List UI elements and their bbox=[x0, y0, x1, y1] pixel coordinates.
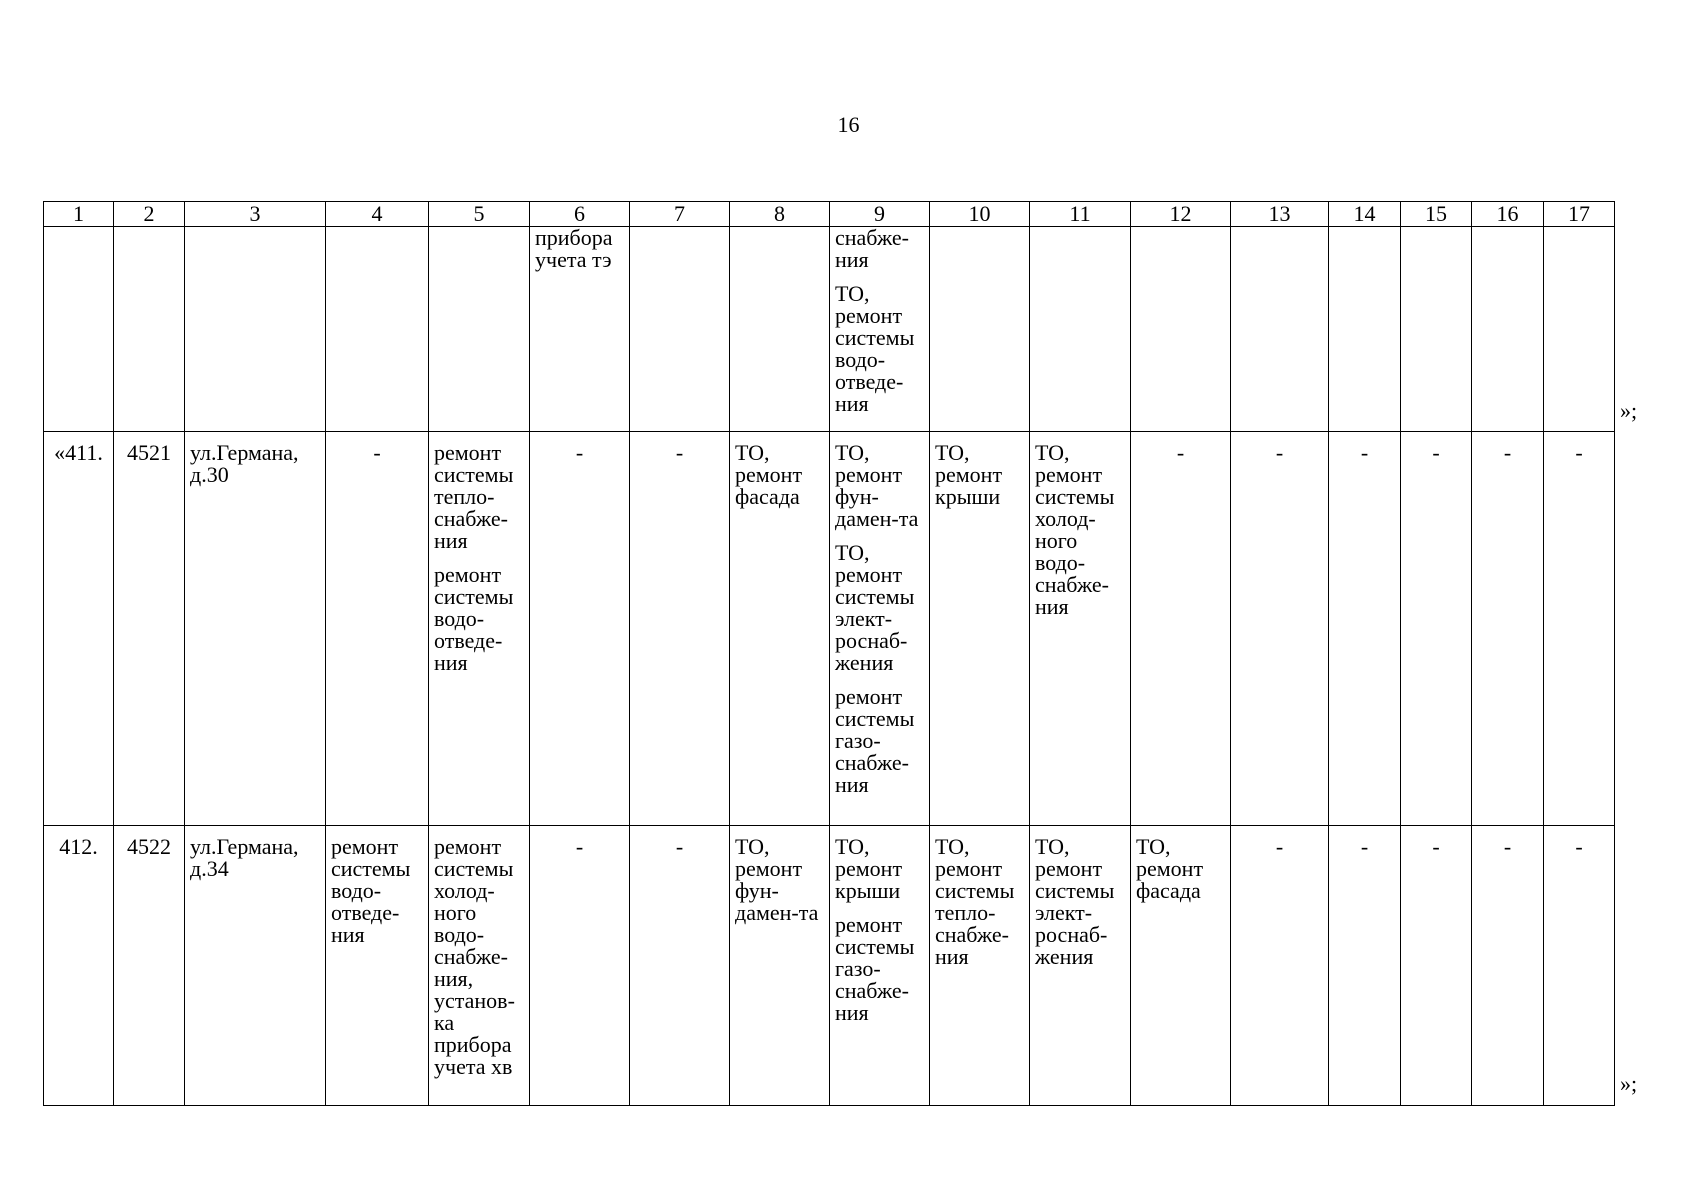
table-cell bbox=[1231, 826, 1329, 1106]
table-cell bbox=[1030, 432, 1131, 826]
cell-text: ТО, ремонт системы водо-отведе-ния bbox=[835, 281, 915, 416]
table-cell bbox=[429, 432, 530, 826]
column-number: 16 bbox=[1472, 202, 1544, 227]
column-number: 11 bbox=[1030, 202, 1131, 227]
cell-text: ул.Германа, д.34 bbox=[190, 834, 299, 881]
table-cell bbox=[930, 432, 1030, 826]
column-number: 17 bbox=[1544, 202, 1615, 227]
column-number: 12 bbox=[1131, 202, 1231, 227]
column-number: 9 bbox=[830, 202, 930, 227]
table-cell bbox=[730, 227, 830, 432]
table-cell bbox=[326, 227, 429, 432]
cell-text: снабже-ния bbox=[835, 226, 909, 272]
cell-text: - bbox=[1575, 440, 1583, 465]
column-number: 14 bbox=[1329, 202, 1401, 227]
cell-text: - bbox=[1432, 440, 1440, 465]
table-cell bbox=[730, 826, 830, 1106]
cell-text: ТО, ремонт фасада bbox=[1136, 834, 1204, 903]
cell-text: ТО, ремонт фун-дамен-та bbox=[835, 440, 919, 531]
table-cell bbox=[185, 227, 326, 432]
cell-text: 4521 bbox=[127, 440, 171, 465]
cell-text: - bbox=[575, 834, 584, 859]
table-cell bbox=[530, 432, 630, 826]
column-number: 15 bbox=[1401, 202, 1472, 227]
cell-text: - bbox=[575, 440, 584, 465]
column-number: 1 bbox=[44, 202, 114, 227]
table-row bbox=[44, 227, 1615, 432]
cell-text: - bbox=[675, 440, 684, 465]
table-cell bbox=[630, 826, 730, 1106]
cell-text: - bbox=[1275, 440, 1284, 465]
table-row bbox=[44, 432, 1615, 826]
cell-text: 4522 bbox=[127, 834, 171, 859]
table-cell bbox=[1329, 227, 1401, 432]
column-number: 5 bbox=[429, 202, 530, 227]
cell-text: ремонт системы тепло-снабже-ния bbox=[434, 440, 514, 553]
column-number: 7 bbox=[630, 202, 730, 227]
column-number: 4 bbox=[326, 202, 429, 227]
table-cell bbox=[1401, 432, 1472, 826]
table-cell bbox=[429, 227, 530, 432]
table-cell bbox=[830, 432, 930, 826]
column-number: 8 bbox=[730, 202, 830, 227]
table-cell bbox=[44, 826, 114, 1106]
column-number: 6 bbox=[530, 202, 630, 227]
table-cell bbox=[1131, 826, 1231, 1106]
cell-text: «411. bbox=[54, 440, 103, 465]
cell-text: - bbox=[373, 440, 381, 465]
cell-text: ремонт системы водо-отведе-ния bbox=[331, 834, 411, 947]
table-cell bbox=[429, 826, 530, 1106]
table-cell bbox=[530, 826, 630, 1106]
table-cell bbox=[730, 432, 830, 826]
cell-text: ТО, ремонт фун-дамен-та bbox=[735, 834, 819, 925]
table-cell bbox=[114, 227, 185, 432]
cell-text: ТО, ремонт системы элект-роснаб-жения bbox=[1035, 834, 1115, 969]
page-number: 16 bbox=[837, 112, 860, 137]
cell-text: - bbox=[1176, 440, 1185, 465]
cell-text: - bbox=[1575, 834, 1583, 859]
table-cell bbox=[630, 227, 730, 432]
table-cell bbox=[185, 826, 326, 1106]
cell-text: ТО, ремонт крыши bbox=[935, 440, 1003, 509]
cell-text: ремонт системы водо-отведе-ния bbox=[434, 562, 514, 675]
cell-text: прибора учета тэ bbox=[535, 226, 613, 272]
cell-text: 412. bbox=[59, 834, 98, 859]
cell-text: ремонт системы газо-снабже-ния bbox=[835, 684, 915, 797]
cell-text: - bbox=[1503, 440, 1512, 465]
column-number: 3 bbox=[185, 202, 326, 227]
table-cell bbox=[830, 826, 930, 1106]
cell-text: ТО, ремонт крыши bbox=[835, 834, 903, 903]
cell-text: - bbox=[1275, 834, 1284, 859]
table-cell bbox=[1472, 826, 1544, 1106]
table-cell bbox=[1231, 227, 1329, 432]
table-cell bbox=[185, 432, 326, 826]
table-cell bbox=[1472, 432, 1544, 826]
table-cell bbox=[1131, 227, 1231, 432]
table-cell bbox=[44, 227, 114, 432]
table-cell bbox=[930, 826, 1030, 1106]
column-number: 10 bbox=[930, 202, 1030, 227]
cell-text: ТО, ремонт системы элект-роснаб-жения bbox=[835, 540, 915, 675]
table-cell bbox=[830, 227, 930, 432]
column-number: 2 bbox=[114, 202, 185, 227]
cell-text: ТО, ремонт системы холод-ного водо-снабже-ния bbox=[1035, 440, 1115, 619]
table-cell bbox=[114, 826, 185, 1106]
table-cell bbox=[1401, 826, 1472, 1106]
table-cell bbox=[114, 432, 185, 826]
cell-text: ТО, ремонт системы тепло-снабже-ния bbox=[935, 834, 1015, 969]
table-cell bbox=[44, 432, 114, 826]
table-cell bbox=[1131, 432, 1231, 826]
cell-text: ремонт системы холод-ного водо-снабже-ния, установ-ка прибора учета хв bbox=[434, 834, 515, 1079]
cell-text: ул.Германа, д.30 bbox=[190, 440, 299, 487]
column-number: 13 bbox=[1231, 202, 1329, 227]
cell-text: - bbox=[1360, 834, 1369, 859]
table-cell bbox=[1544, 826, 1615, 1106]
table-cell bbox=[326, 826, 429, 1106]
work-schedule-table bbox=[43, 201, 1615, 1106]
cell-text: ТО, ремонт фасада bbox=[735, 440, 803, 509]
table-cell bbox=[1472, 227, 1544, 432]
cell-text: - bbox=[675, 834, 684, 859]
table-cell bbox=[930, 227, 1030, 432]
cell-text: - bbox=[1503, 834, 1512, 859]
cell-text: - bbox=[1360, 440, 1369, 465]
table-cell bbox=[1231, 432, 1329, 826]
cell-text: - bbox=[1432, 834, 1440, 859]
closing-quote-mark: »; bbox=[1620, 398, 1638, 423]
table-cell bbox=[1401, 227, 1472, 432]
table-cell bbox=[1030, 227, 1131, 432]
table-cell bbox=[630, 432, 730, 826]
table-cell bbox=[1544, 432, 1615, 826]
table-cell bbox=[1544, 227, 1615, 432]
table-row bbox=[44, 826, 1615, 1106]
closing-quote-mark: »; bbox=[1620, 1071, 1638, 1096]
table-cell bbox=[1329, 432, 1401, 826]
cell-text: ремонт системы газо-снабже-ния bbox=[835, 912, 915, 1025]
table-cell bbox=[530, 227, 630, 432]
table-cell bbox=[1329, 826, 1401, 1106]
table-cell bbox=[326, 432, 429, 826]
column-number-row bbox=[44, 202, 1615, 227]
table-cell bbox=[1030, 826, 1131, 1106]
